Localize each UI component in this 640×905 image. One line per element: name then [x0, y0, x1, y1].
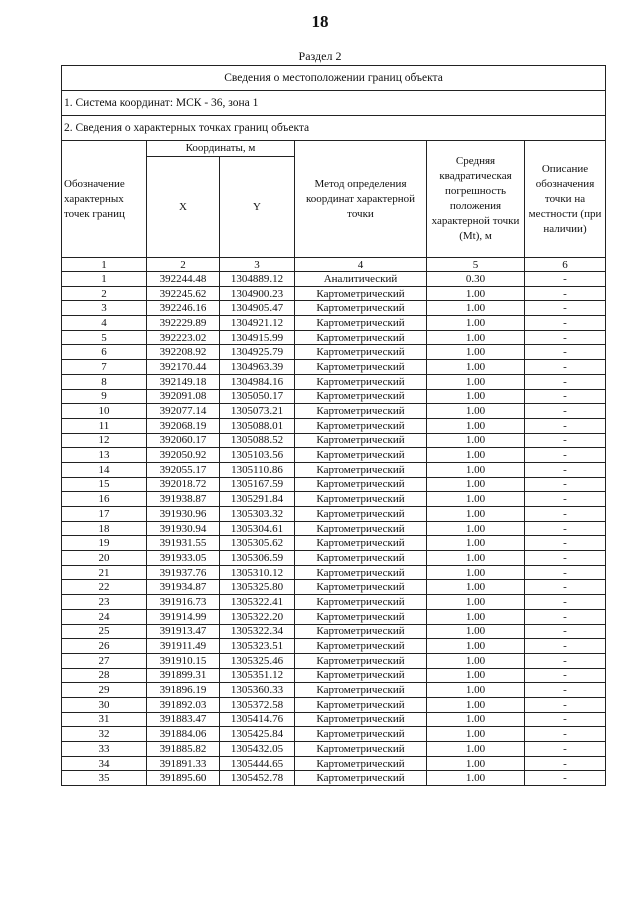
- y-coordinate-cell: 1305360.33: [220, 683, 295, 698]
- point-number-cell: 3: [62, 301, 147, 316]
- header-point: Обозначение характерных точек границ: [62, 141, 147, 258]
- x-coordinate-cell: 391913.47: [147, 624, 220, 639]
- x-coordinate-cell: 391916.73: [147, 595, 220, 610]
- description-cell: -: [525, 404, 606, 419]
- error-cell: 1.00: [427, 536, 525, 551]
- y-coordinate-cell: 1305110.86: [220, 462, 295, 477]
- table-row: [62, 360, 606, 375]
- point-number-cell: 2: [62, 286, 147, 301]
- error-cell: 1.00: [427, 653, 525, 668]
- point-number-cell: 5: [62, 330, 147, 345]
- table-row: [62, 345, 606, 360]
- point-number-cell: 34: [62, 756, 147, 771]
- description-cell: -: [525, 301, 606, 316]
- point-number-cell: 27: [62, 653, 147, 668]
- x-coordinate-cell: 391931.55: [147, 536, 220, 551]
- point-number-cell: 25: [62, 624, 147, 639]
- method-cell: Картометрический: [295, 462, 427, 477]
- point-number-cell: 9: [62, 389, 147, 404]
- x-coordinate-cell: 392245.62: [147, 286, 220, 301]
- error-cell: 1.00: [427, 668, 525, 683]
- page-number: 18: [311, 12, 329, 31]
- method-cell: Картометрический: [295, 360, 427, 375]
- section-label: Раздел 2: [298, 49, 342, 63]
- method-cell: Картометрический: [295, 609, 427, 624]
- error-cell: 1.00: [427, 316, 525, 331]
- y-coordinate-cell: 1305303.32: [220, 507, 295, 522]
- header-error: Средняя квадратическая погрешность положения характерной точки (Mt), м: [427, 141, 525, 258]
- method-cell: Картометрический: [295, 418, 427, 433]
- y-coordinate-cell: 1304889.12: [220, 272, 295, 287]
- point-number-cell: 18: [62, 521, 147, 536]
- method-cell: Картометрический: [295, 492, 427, 507]
- error-cell: 1.00: [427, 418, 525, 433]
- table-row: [62, 653, 606, 668]
- y-coordinate-cell: 1305167.59: [220, 477, 295, 492]
- x-coordinate-cell: 391934.87: [147, 580, 220, 595]
- x-coordinate-cell: 391891.33: [147, 756, 220, 771]
- table-row: [62, 389, 606, 404]
- table-row: [62, 771, 606, 786]
- description-cell: -: [525, 360, 606, 375]
- error-cell: 1.00: [427, 345, 525, 360]
- description-cell: -: [525, 521, 606, 536]
- table-row: [62, 492, 606, 507]
- description-cell: -: [525, 712, 606, 727]
- method-cell: Картометрический: [295, 742, 427, 757]
- description-cell: -: [525, 551, 606, 566]
- description-cell: -: [525, 624, 606, 639]
- description-cell: -: [525, 727, 606, 742]
- point-number-cell: 32: [62, 727, 147, 742]
- x-coordinate-cell: 392208.92: [147, 345, 220, 360]
- x-coordinate-cell: 391885.82: [147, 742, 220, 757]
- method-cell: Картометрический: [295, 433, 427, 448]
- y-coordinate-cell: 1305088.52: [220, 433, 295, 448]
- point-number-cell: 30: [62, 697, 147, 712]
- description-cell: -: [525, 507, 606, 522]
- header-method: Метод определения координат характерной точки: [295, 141, 427, 258]
- x-coordinate-cell: 392149.18: [147, 374, 220, 389]
- method-cell: Картометрический: [295, 683, 427, 698]
- point-number-cell: 1: [62, 272, 147, 287]
- error-cell: 1.00: [427, 448, 525, 463]
- x-coordinate-cell: 391933.05: [147, 551, 220, 566]
- boundary-points-table: [61, 65, 606, 786]
- x-coordinate-cell: 392050.92: [147, 448, 220, 463]
- x-coordinate-cell: 391911.49: [147, 639, 220, 654]
- method-cell: Картометрический: [295, 330, 427, 345]
- column-number: 3: [220, 258, 295, 272]
- y-coordinate-cell: 1305322.41: [220, 595, 295, 610]
- error-cell: 1.00: [427, 683, 525, 698]
- column-number: 4: [295, 258, 427, 272]
- x-coordinate-cell: 392068.19: [147, 418, 220, 433]
- table-row: [62, 301, 606, 316]
- x-coordinate-cell: 391937.76: [147, 565, 220, 580]
- error-cell: 1.00: [427, 477, 525, 492]
- table-row: [62, 609, 606, 624]
- x-coordinate-cell: 391895.60: [147, 771, 220, 786]
- error-cell: 1.00: [427, 360, 525, 375]
- description-cell: -: [525, 462, 606, 477]
- method-cell: Картометрический: [295, 624, 427, 639]
- header-coordinates: Координаты, м: [147, 141, 295, 157]
- error-cell: 1.00: [427, 433, 525, 448]
- description-cell: -: [525, 653, 606, 668]
- point-number-cell: 19: [62, 536, 147, 551]
- y-coordinate-cell: 1305304.61: [220, 521, 295, 536]
- table-row: [62, 272, 606, 287]
- table-row: [62, 286, 606, 301]
- description-cell: -: [525, 697, 606, 712]
- error-cell: 1.00: [427, 565, 525, 580]
- description-cell: -: [525, 286, 606, 301]
- table-row: [62, 433, 606, 448]
- method-cell: Картометрический: [295, 712, 427, 727]
- error-cell: 1.00: [427, 756, 525, 771]
- method-cell: Картометрический: [295, 580, 427, 595]
- description-cell: -: [525, 345, 606, 360]
- table-row: [62, 756, 606, 771]
- description-cell: -: [525, 756, 606, 771]
- x-coordinate-cell: 391910.15: [147, 653, 220, 668]
- method-cell: Картометрический: [295, 404, 427, 419]
- y-coordinate-cell: 1305306.59: [220, 551, 295, 566]
- x-coordinate-cell: 392055.17: [147, 462, 220, 477]
- description-cell: -: [525, 389, 606, 404]
- error-cell: 1.00: [427, 492, 525, 507]
- method-cell: Картометрический: [295, 507, 427, 522]
- table-row: [62, 595, 606, 610]
- point-number-cell: 26: [62, 639, 147, 654]
- x-coordinate-cell: 391938.87: [147, 492, 220, 507]
- table-row: [62, 742, 606, 757]
- x-coordinate-cell: 391914.99: [147, 609, 220, 624]
- x-coordinate-cell: 391899.31: [147, 668, 220, 683]
- y-coordinate-cell: 1305425.84: [220, 727, 295, 742]
- header-x: X: [147, 157, 220, 258]
- method-cell: Картометрический: [295, 653, 427, 668]
- y-coordinate-cell: 1304963.39: [220, 360, 295, 375]
- method-cell: Картометрический: [295, 301, 427, 316]
- table-body: [62, 272, 606, 786]
- x-coordinate-cell: 392223.02: [147, 330, 220, 345]
- error-cell: 1.00: [427, 697, 525, 712]
- description-cell: -: [525, 580, 606, 595]
- y-coordinate-cell: 1304905.47: [220, 301, 295, 316]
- method-cell: Картометрический: [295, 521, 427, 536]
- point-number-cell: 22: [62, 580, 147, 595]
- y-coordinate-cell: 1305351.12: [220, 668, 295, 683]
- x-coordinate-cell: 392246.16: [147, 301, 220, 316]
- y-coordinate-cell: 1304900.23: [220, 286, 295, 301]
- x-coordinate-cell: 392170.44: [147, 360, 220, 375]
- method-cell: Картометрический: [295, 345, 427, 360]
- method-cell: Картометрический: [295, 286, 427, 301]
- y-coordinate-cell: 1305444.65: [220, 756, 295, 771]
- error-cell: 1.00: [427, 712, 525, 727]
- method-cell: Картометрический: [295, 477, 427, 492]
- column-number-row: [62, 258, 606, 272]
- description-cell: -: [525, 448, 606, 463]
- method-cell: Картометрический: [295, 727, 427, 742]
- error-cell: 1.00: [427, 580, 525, 595]
- y-coordinate-cell: 1305291.84: [220, 492, 295, 507]
- table-row: [62, 507, 606, 522]
- table-row: [62, 683, 606, 698]
- error-cell: 1.00: [427, 374, 525, 389]
- method-cell: Картометрический: [295, 374, 427, 389]
- method-cell: Аналитический: [295, 272, 427, 287]
- description-cell: -: [525, 433, 606, 448]
- x-coordinate-cell: 391896.19: [147, 683, 220, 698]
- description-cell: -: [525, 330, 606, 345]
- y-coordinate-cell: 1304921.12: [220, 316, 295, 331]
- point-number-cell: 7: [62, 360, 147, 375]
- y-coordinate-cell: 1305325.46: [220, 653, 295, 668]
- method-cell: Картометрический: [295, 551, 427, 566]
- table-row: [62, 668, 606, 683]
- column-number: 1: [62, 258, 147, 272]
- description-cell: -: [525, 595, 606, 610]
- error-cell: 0.30: [427, 272, 525, 287]
- y-coordinate-cell: 1305325.80: [220, 580, 295, 595]
- description-cell: -: [525, 565, 606, 580]
- point-number-cell: 8: [62, 374, 147, 389]
- error-cell: 1.00: [427, 551, 525, 566]
- description-cell: -: [525, 639, 606, 654]
- error-cell: 1.00: [427, 301, 525, 316]
- error-cell: 1.00: [427, 624, 525, 639]
- point-number-cell: 10: [62, 404, 147, 419]
- error-cell: 1.00: [427, 462, 525, 477]
- table-row: [62, 697, 606, 712]
- table-row: [62, 536, 606, 551]
- point-number-cell: 13: [62, 448, 147, 463]
- table-title: Сведения о местоположении границ объекта: [62, 66, 606, 91]
- column-number: 6: [525, 258, 606, 272]
- point-number-cell: 11: [62, 418, 147, 433]
- method-cell: Картометрический: [295, 448, 427, 463]
- table-row: [62, 316, 606, 331]
- method-cell: Картометрический: [295, 756, 427, 771]
- table-row: [62, 624, 606, 639]
- x-coordinate-cell: 392077.14: [147, 404, 220, 419]
- x-coordinate-cell: 391892.03: [147, 697, 220, 712]
- point-number-cell: 21: [62, 565, 147, 580]
- error-cell: 1.00: [427, 521, 525, 536]
- y-coordinate-cell: 1305310.12: [220, 565, 295, 580]
- error-cell: 1.00: [427, 771, 525, 786]
- description-cell: -: [525, 477, 606, 492]
- method-cell: Картометрический: [295, 697, 427, 712]
- method-cell: Картометрический: [295, 389, 427, 404]
- description-cell: -: [525, 374, 606, 389]
- column-number: 2: [147, 258, 220, 272]
- method-cell: Картометрический: [295, 771, 427, 786]
- y-coordinate-cell: 1305322.34: [220, 624, 295, 639]
- y-coordinate-cell: 1305322.20: [220, 609, 295, 624]
- coordinate-system: 1. Система координат: МСК - 36, зона 1: [62, 91, 606, 116]
- error-cell: 1.00: [427, 742, 525, 757]
- error-cell: 1.00: [427, 389, 525, 404]
- points-section-title: 2. Сведения о характерных точках границ объекта: [62, 116, 606, 141]
- header-y: Y: [220, 157, 295, 258]
- point-number-cell: 4: [62, 316, 147, 331]
- table-row: [62, 374, 606, 389]
- point-number-cell: 33: [62, 742, 147, 757]
- y-coordinate-cell: 1305088.01: [220, 418, 295, 433]
- method-cell: Картометрический: [295, 316, 427, 331]
- description-cell: -: [525, 272, 606, 287]
- y-coordinate-cell: 1304925.79: [220, 345, 295, 360]
- table-row: [62, 639, 606, 654]
- error-cell: 1.00: [427, 286, 525, 301]
- method-cell: Картометрический: [295, 536, 427, 551]
- y-coordinate-cell: 1305372.58: [220, 697, 295, 712]
- point-number-cell: 28: [62, 668, 147, 683]
- error-cell: 1.00: [427, 609, 525, 624]
- x-coordinate-cell: 392091.08: [147, 389, 220, 404]
- x-coordinate-cell: 392244.48: [147, 272, 220, 287]
- error-cell: 1.00: [427, 639, 525, 654]
- y-coordinate-cell: 1305414.76: [220, 712, 295, 727]
- table-row: [62, 418, 606, 433]
- point-number-cell: 14: [62, 462, 147, 477]
- point-number-cell: 6: [62, 345, 147, 360]
- error-cell: 1.00: [427, 404, 525, 419]
- y-coordinate-cell: 1305050.17: [220, 389, 295, 404]
- error-cell: 1.00: [427, 507, 525, 522]
- y-coordinate-cell: 1305103.56: [220, 448, 295, 463]
- table-row: [62, 712, 606, 727]
- column-number: 5: [427, 258, 525, 272]
- y-coordinate-cell: 1304915.99: [220, 330, 295, 345]
- point-number-cell: 31: [62, 712, 147, 727]
- method-cell: Картометрический: [295, 639, 427, 654]
- description-cell: -: [525, 316, 606, 331]
- description-cell: -: [525, 609, 606, 624]
- point-number-cell: 16: [62, 492, 147, 507]
- x-coordinate-cell: 391883.47: [147, 712, 220, 727]
- table-row: [62, 565, 606, 580]
- table-row: [62, 521, 606, 536]
- x-coordinate-cell: 392018.72: [147, 477, 220, 492]
- point-number-cell: 23: [62, 595, 147, 610]
- table-row: [62, 462, 606, 477]
- method-cell: Картометрический: [295, 595, 427, 610]
- error-cell: 1.00: [427, 595, 525, 610]
- point-number-cell: 12: [62, 433, 147, 448]
- x-coordinate-cell: 391884.06: [147, 727, 220, 742]
- y-coordinate-cell: 1305305.62: [220, 536, 295, 551]
- table-row: [62, 448, 606, 463]
- x-coordinate-cell: 392229.89: [147, 316, 220, 331]
- point-number-cell: 29: [62, 683, 147, 698]
- point-number-cell: 17: [62, 507, 147, 522]
- point-number-cell: 20: [62, 551, 147, 566]
- table-row: [62, 551, 606, 566]
- y-coordinate-cell: 1305452.78: [220, 771, 295, 786]
- table-row: [62, 404, 606, 419]
- point-number-cell: 35: [62, 771, 147, 786]
- table-row: [62, 477, 606, 492]
- error-cell: 1.00: [427, 727, 525, 742]
- y-coordinate-cell: 1304984.16: [220, 374, 295, 389]
- point-number-cell: 15: [62, 477, 147, 492]
- table-row: [62, 330, 606, 345]
- y-coordinate-cell: 1305073.21: [220, 404, 295, 419]
- description-cell: -: [525, 668, 606, 683]
- x-coordinate-cell: 392060.17: [147, 433, 220, 448]
- y-coordinate-cell: 1305323.51: [220, 639, 295, 654]
- error-cell: 1.00: [427, 330, 525, 345]
- description-cell: -: [525, 683, 606, 698]
- description-cell: -: [525, 492, 606, 507]
- table-row: [62, 727, 606, 742]
- description-cell: -: [525, 418, 606, 433]
- x-coordinate-cell: 391930.96: [147, 507, 220, 522]
- header-description: Описание обозначения точки на местности (при наличии): [525, 141, 606, 258]
- description-cell: -: [525, 771, 606, 786]
- description-cell: -: [525, 742, 606, 757]
- method-cell: Картометрический: [295, 668, 427, 683]
- description-cell: -: [525, 536, 606, 551]
- table-row: [62, 580, 606, 595]
- y-coordinate-cell: 1305432.05: [220, 742, 295, 757]
- x-coordinate-cell: 391930.94: [147, 521, 220, 536]
- point-number-cell: 24: [62, 609, 147, 624]
- method-cell: Картометрический: [295, 565, 427, 580]
